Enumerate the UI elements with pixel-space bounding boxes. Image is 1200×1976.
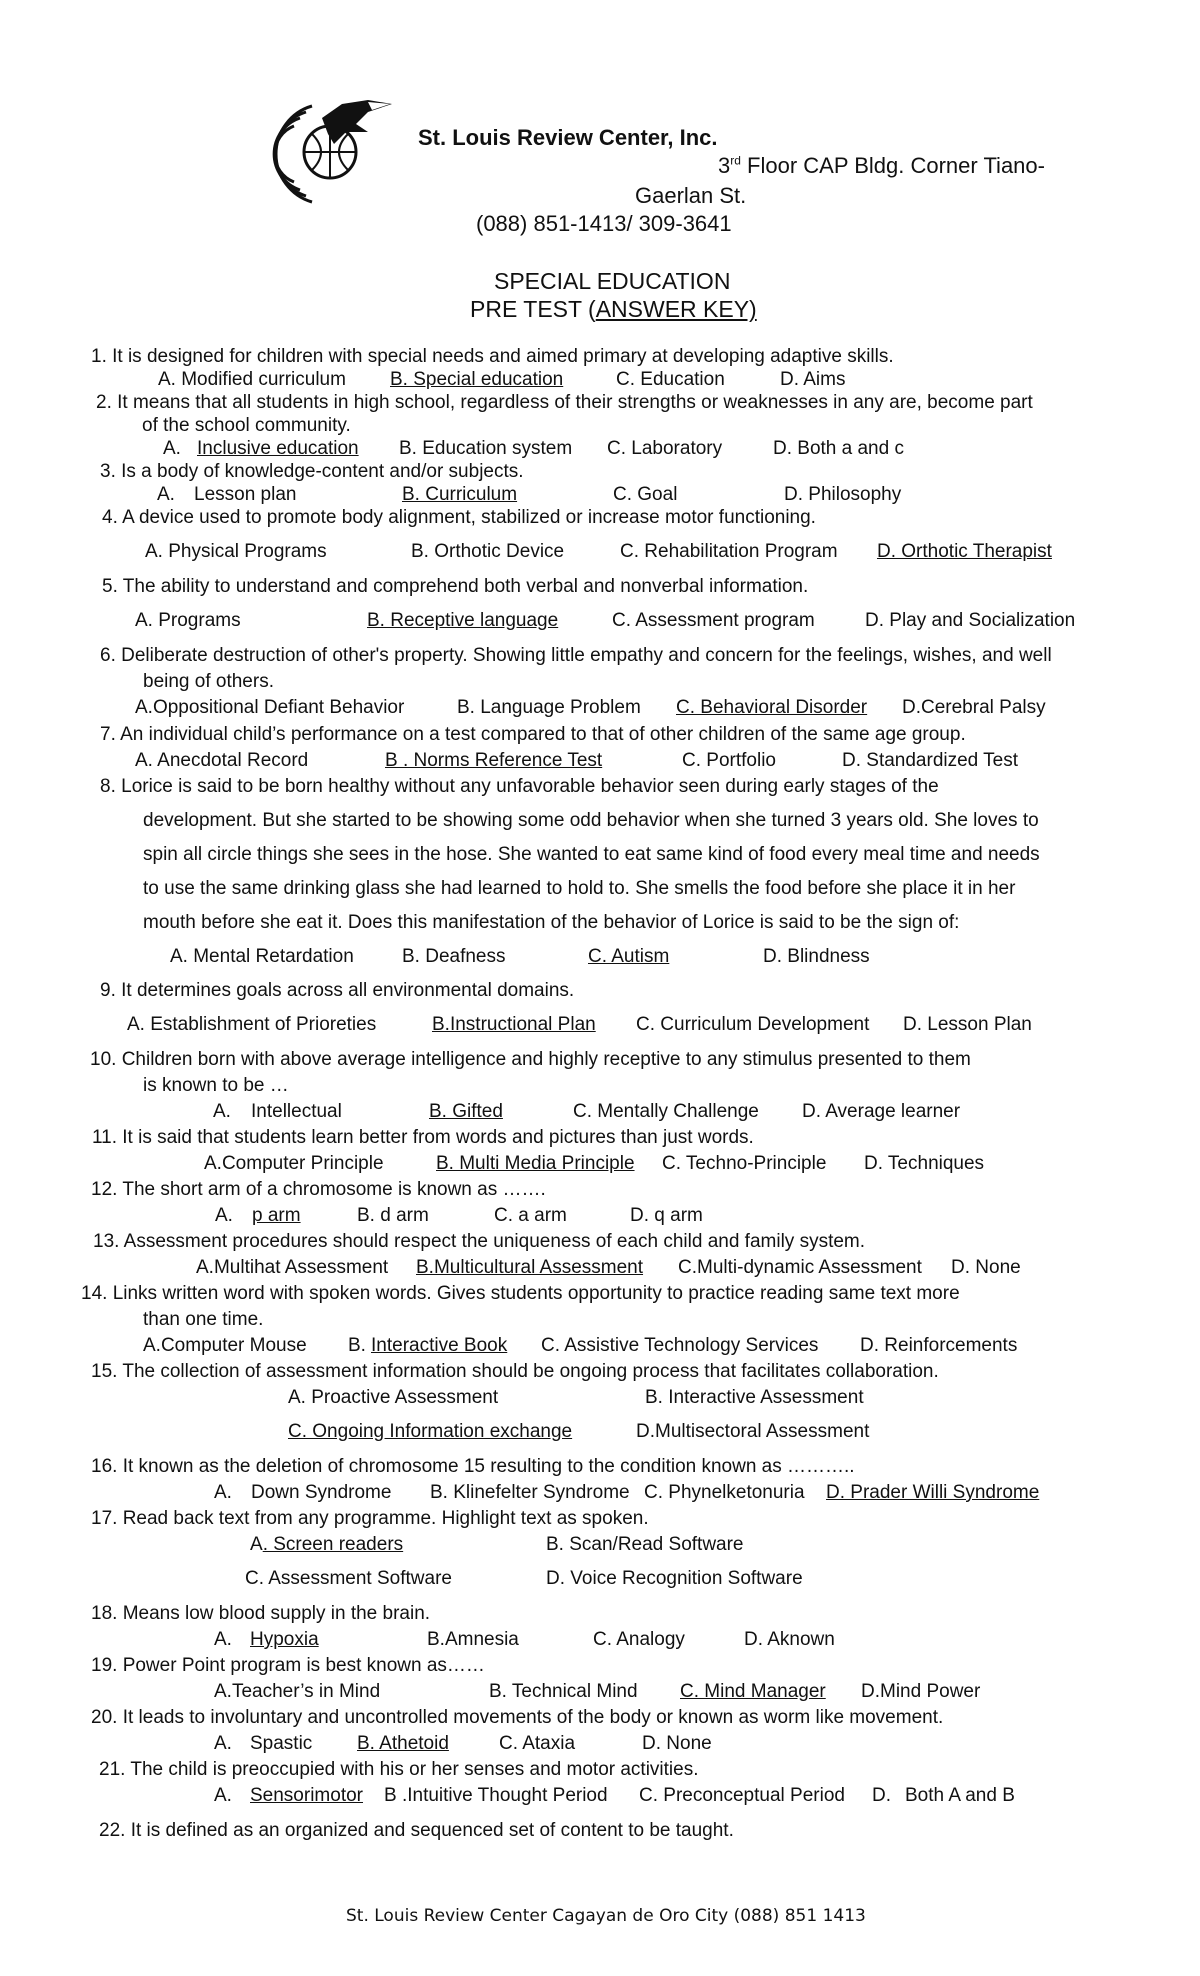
choice-17b: B. Scan/Read Software xyxy=(546,1534,744,1555)
choice-1d: D. Aims xyxy=(780,369,846,390)
choice-10c: C. Mentally Challenge xyxy=(573,1101,759,1122)
question-18: 18. Means low blood supply in the brain. xyxy=(91,1603,431,1624)
choice-8b: B. Deafness xyxy=(402,946,506,967)
choice-6d: D.Cerebral Palsy xyxy=(902,697,1046,718)
choice-3a: Lesson plan xyxy=(194,484,297,505)
choice-14c: C. Assistive Technology Services xyxy=(541,1335,819,1356)
choice-6b: B. Language Problem xyxy=(457,697,641,718)
choice-10a-letter: A. xyxy=(213,1101,231,1122)
question-10-cont: is known to be … xyxy=(143,1075,289,1096)
question-19: 19. Power Point program is best known as…… xyxy=(91,1655,485,1676)
choice-20a: Spastic xyxy=(250,1733,313,1754)
choice-12a-answer: p arm xyxy=(252,1205,301,1226)
choice-7a: A. Anecdotal Record xyxy=(135,750,309,771)
choice-9c: C. Curriculum Development xyxy=(636,1014,870,1035)
choice-12c: C. a arm xyxy=(494,1205,567,1226)
choice-17c: C. Assessment Software xyxy=(245,1568,452,1589)
question-11: 11. It is said that students learn better from words and pictures than just words. xyxy=(92,1127,754,1148)
phone-numbers: (088) 851-1413/ 309-3641 xyxy=(476,211,732,236)
choice-17a-letter: A xyxy=(250,1534,263,1555)
choice-8d: D. Blindness xyxy=(763,946,870,967)
page-footer: St. Louis Review Center Cagayan de Oro City (088) 851 1413 xyxy=(346,1906,866,1926)
question-2: 2. It means that all students in high school, regardless of their strengths or weaknesses in any are, become part xyxy=(96,392,1033,413)
question-17: 17. Read back text from any programme. Highlight text as spoken. xyxy=(91,1508,649,1529)
choice-20b-answer: B. Athetoid xyxy=(357,1733,449,1754)
doc-title: SPECIAL EDUCATION xyxy=(494,268,731,294)
choice-10a: Intellectual xyxy=(251,1101,342,1122)
choice-4d-answer: D. Orthotic Therapist xyxy=(877,541,1052,562)
choice-11b-answer: B. Multi Media Principle xyxy=(436,1153,635,1174)
question-21: 21. The child is preoccupied with his or her senses and motor activities. xyxy=(99,1759,699,1780)
choice-2a-letter: A. xyxy=(163,438,181,459)
choice-21d-letter: D. xyxy=(872,1785,891,1806)
choice-18a-answer: Hypoxia xyxy=(250,1629,319,1650)
address-line-1 xyxy=(718,153,1045,179)
question-8-line-4: to use the same drinking glass she had learned to hold to. She smells the food before she place it in her xyxy=(143,878,1016,899)
choice-21a-letter: A. xyxy=(214,1785,232,1806)
choice-19d: D.Mind Power xyxy=(861,1681,981,1702)
choice-5c: C. Assessment program xyxy=(612,610,815,631)
choice-21c: C. Preconceptual Period xyxy=(639,1785,845,1806)
doc-subtitle xyxy=(470,296,757,323)
subtitle-text: PRE TEST ( xyxy=(470,296,596,322)
choice-8a: A. Mental Retardation xyxy=(170,946,354,967)
address-floor-number: 3 xyxy=(718,153,731,178)
choice-18b: B.Amnesia xyxy=(427,1629,519,1650)
choice-5d: D. Play and Socialization xyxy=(865,610,1076,631)
choice-17a-text: . Screen readers xyxy=(262,1534,404,1555)
choice-19a: A.Teacher’s in Mind xyxy=(214,1681,381,1702)
logo-emblem xyxy=(272,98,396,210)
question-20: 20. It leads to involuntary and uncontrolled movements of the body or known as worm like movement. xyxy=(91,1707,944,1728)
choice-9b-answer: B.Instructional Plan xyxy=(432,1014,596,1035)
choice-7b-answer: B . Norms Reference Test xyxy=(385,750,603,771)
question-9: 9. It determines goals across all environmental domains. xyxy=(100,980,575,1001)
choice-11a: A.Computer Principle xyxy=(204,1153,384,1174)
choice-4a: A. Physical Programs xyxy=(145,541,327,562)
choice-13d: D. None xyxy=(951,1257,1021,1278)
choice-18a-letter: A. xyxy=(214,1629,232,1650)
question-7: 7. An individual child’s performance on a test compared to that of other children of the same age group. xyxy=(100,724,966,745)
choice-14b-letter: B. xyxy=(348,1335,366,1356)
choice-10d: D. Average learner xyxy=(802,1101,961,1122)
choice-19c-answer: C. Mind Manager xyxy=(680,1681,826,1702)
choice-15b: B. Interactive Assessment xyxy=(645,1387,864,1408)
question-10: 10. Children born with above average intelligence and highly receptive to any stimulus presented to them xyxy=(90,1049,971,1070)
choice-20a-letter: A. xyxy=(214,1733,232,1754)
choice-12b: B. d arm xyxy=(357,1205,429,1226)
choice-8c-answer: C. Autism xyxy=(588,946,670,967)
choice-21a-answer: Sensorimotor xyxy=(250,1785,363,1806)
choice-6c-answer: C. Behavioral Disorder xyxy=(676,697,868,718)
choice-16d-answer: D. Prader Willi Syndrome xyxy=(826,1482,1040,1503)
choice-15c-answer: C. Ongoing Information exchange xyxy=(288,1421,573,1442)
question-3: 3. Is a body of knowledge-content and/or subjects. xyxy=(100,461,524,482)
choice-20d: D. None xyxy=(642,1733,712,1754)
choice-12d: D. q arm xyxy=(630,1205,703,1226)
choice-16a: Down Syndrome xyxy=(251,1482,392,1503)
address-line-2: Gaerlan St. xyxy=(635,183,747,208)
choice-20c: C. Ataxia xyxy=(499,1733,576,1754)
question-2-cont: of the school community. xyxy=(142,415,351,436)
question-8: 8. Lorice is said to be born healthy without any unfavorable behavior seen during early stages of the xyxy=(100,776,939,797)
choice-1a: A. Modified curriculum xyxy=(158,369,346,390)
choice-2b: B. Education system xyxy=(399,438,573,459)
choice-16b: B. Klinefelter Syndrome xyxy=(430,1482,630,1503)
question-15: 15. The collection of assessment information should be ongoing process that facilitates collaboration. xyxy=(91,1361,939,1382)
choice-6a: A.Oppositional Defiant Behavior xyxy=(135,697,405,718)
choice-11d: D. Techniques xyxy=(864,1153,985,1174)
choice-18c: C. Analogy xyxy=(593,1629,685,1650)
question-8-line-3: spin all circle things she sees in the hose. She wanted to eat same kind of food every meal time and needs xyxy=(143,844,1040,865)
choice-14d: D. Reinforcements xyxy=(860,1335,1018,1356)
choice-16c: C. Phynelketonuria xyxy=(644,1482,805,1503)
question-8-line-5: mouth before she eat it. Does this manifestation of the behavior of Lorice is said to be the sign of: xyxy=(143,912,960,933)
choice-21b: B .Intuitive Thought Period xyxy=(384,1785,608,1806)
choice-10b-answer: B. Gifted xyxy=(429,1101,503,1122)
choice-19b: B. Technical Mind xyxy=(489,1681,638,1702)
question-13: 13. Assessment procedures should respect the uniqueness of each child and family system. xyxy=(93,1231,866,1252)
choice-2c: C. Laboratory xyxy=(607,438,723,459)
choice-4c: C. Rehabilitation Program xyxy=(620,541,838,562)
question-14: 14. Links written word with spoken words. Gives students opportunity to practice reading same text more xyxy=(81,1283,960,1304)
question-16: 16. It known as the deletion of chromosome 15 resulting to the condition known as ……….. xyxy=(91,1456,855,1477)
choice-21d: Both A and B xyxy=(905,1785,1015,1806)
question-14-cont: than one time. xyxy=(143,1309,264,1330)
choice-14a: A.Computer Mouse xyxy=(143,1335,307,1356)
choice-16a-letter: A. xyxy=(214,1482,232,1503)
question-6: 6. Deliberate destruction of other's property. Showing little empathy and concern for the feelings, wishes, and well xyxy=(100,645,1052,666)
choice-3a-letter: A. xyxy=(157,484,175,505)
org-name: St. Louis Review Center, Inc. xyxy=(418,125,718,150)
choice-3c: C. Goal xyxy=(613,484,678,505)
choice-1b-answer: B. Special education xyxy=(390,369,564,390)
choice-5b-answer: B. Receptive language xyxy=(367,610,559,631)
choice-15a: A. Proactive Assessment xyxy=(288,1387,499,1408)
choice-5a: A. Programs xyxy=(135,610,241,631)
choice-13a: A.Multihat Assessment xyxy=(196,1257,389,1278)
address-floor-suffix: rd xyxy=(730,153,741,168)
question-1: 1. It is designed for children with special needs and aimed primary at developing adaptive skills. xyxy=(91,346,894,367)
question-4: 4. A device used to promote body alignment, stabilized or increase motor functioning. xyxy=(102,507,816,528)
choice-9d: D. Lesson Plan xyxy=(903,1014,1032,1035)
question-8-line-2: development. But she started to be showing some odd behavior when she turned 3 years old. She loves to xyxy=(143,810,1039,831)
question-5: 5. The ability to understand and comprehend both verbal and nonverbal information. xyxy=(102,576,809,597)
choice-14b-answer: Interactive Book xyxy=(371,1335,508,1356)
choice-2d: D. Both a and c xyxy=(773,438,904,459)
choice-13b-answer: B.Multicultural Assessment xyxy=(416,1257,644,1278)
choice-7c: C. Portfolio xyxy=(682,750,776,771)
choice-9a: A. Establishment of Prioreties xyxy=(127,1014,377,1035)
choice-2a-answer: Inclusive education xyxy=(197,438,359,459)
choice-17d: D. Voice Recognition Software xyxy=(546,1568,803,1589)
question-22: 22. It is defined as an organized and sequenced set of content to be taught. xyxy=(99,1820,734,1841)
choice-13c: C.Multi-dynamic Assessment xyxy=(678,1257,922,1278)
choice-7d: D. Standardized Test xyxy=(842,750,1019,771)
choice-18d: D. Aknown xyxy=(744,1629,835,1650)
choice-3b-answer: B. Curriculum xyxy=(402,484,518,505)
choice-4b: B. Orthotic Device xyxy=(411,541,565,562)
choice-3d: D. Philosophy xyxy=(784,484,902,505)
answer-key-label: ANSWER KEY) xyxy=(595,296,757,322)
choice-11c: C. Techno-Principle xyxy=(662,1153,827,1174)
question-6-cont: being of others. xyxy=(143,671,274,692)
address-line-1-rest: Floor CAP Bldg. Corner Tiano- xyxy=(740,153,1045,178)
choice-12a-letter: A. xyxy=(215,1205,233,1226)
choice-17a-answer xyxy=(250,1534,403,1556)
choice-1c: C. Education xyxy=(616,369,725,390)
question-12: 12. The short arm of a chromosome is known as ……. xyxy=(91,1179,546,1200)
choice-15d: D.Multisectoral Assessment xyxy=(636,1421,870,1442)
